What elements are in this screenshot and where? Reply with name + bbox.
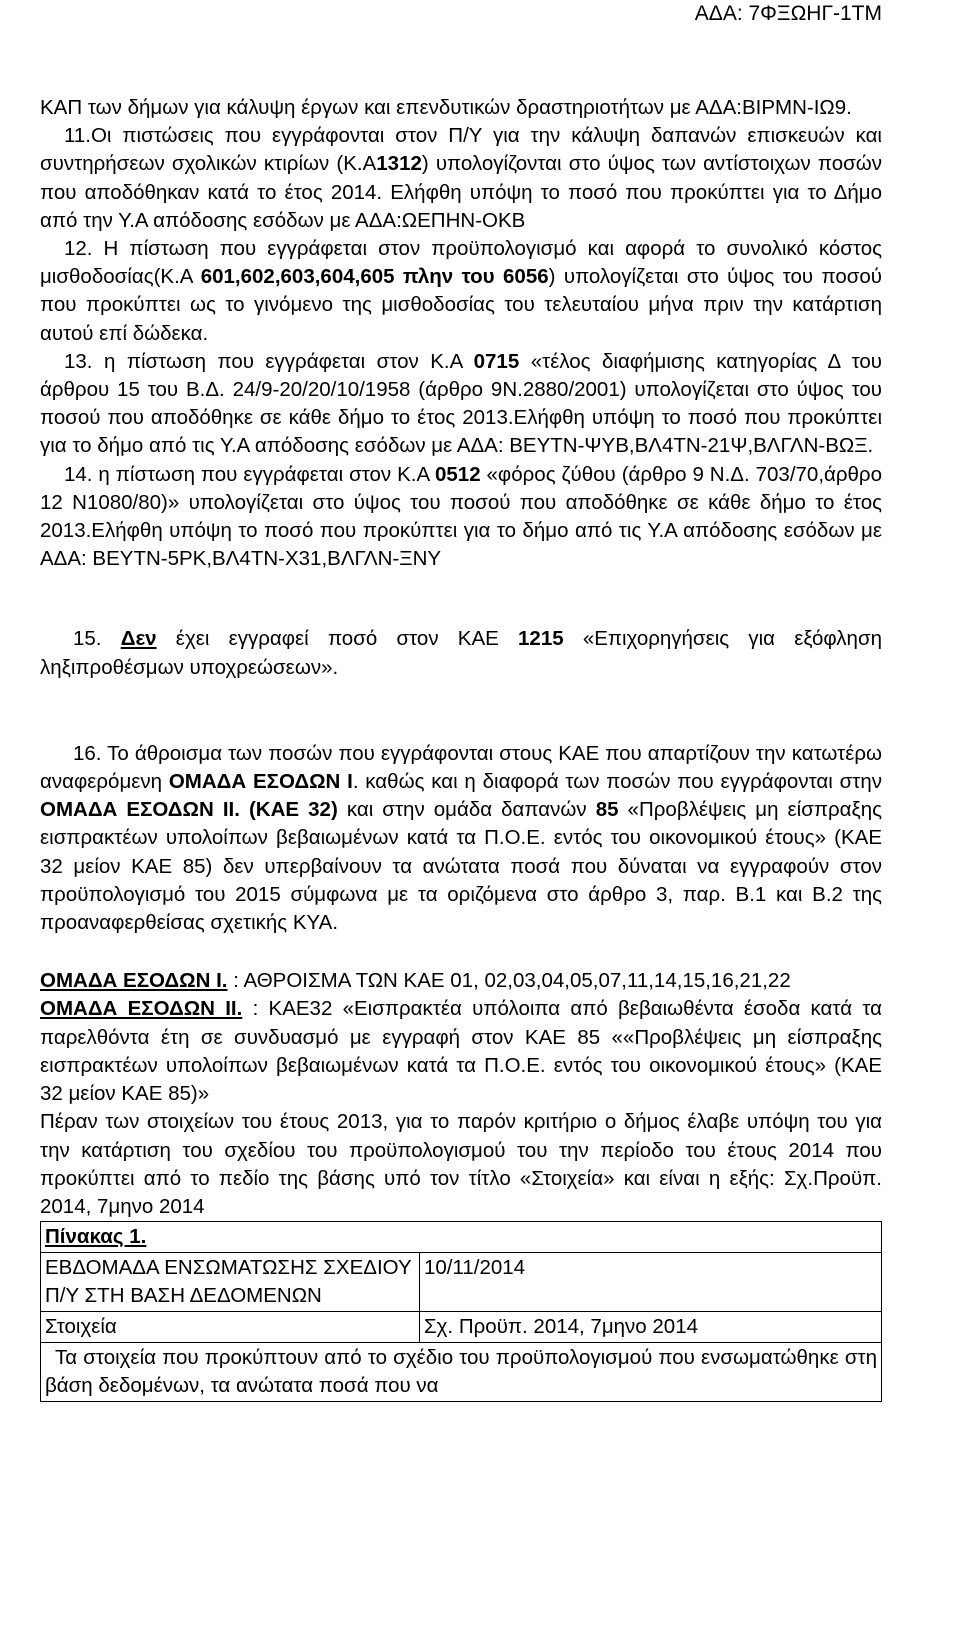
- p15-number: 15.: [73, 627, 121, 651]
- p14-text-c: «φόρος ζύθου (άρθρο 9 Ν.Δ. 703/70,άρθρο 12 Ν1080/80)» υπολογίζεται στο ύψος του ποσού που αποδόθηκε σε κάθε δήμο το έτος 2013.Ελήφθη υπόψη το ποσό που προκύπτει για το δήμο από τις Υ.Α απόδοσης εσόδων με ΑΔΑ: ΒΕΥΤΝ-5ΡΚ,ΒΛ4ΤΝ-Χ31,ΒΛΓΛΝ-ΞΝΥ: [40, 462, 882, 571]
- document-body: [40, 94, 882, 1402]
- p14-code: 0512: [434, 462, 481, 486]
- table-cell-note: Τα στοιχεία που προκύπτουν από το σχέδιο του προϋπολογισμού που ενσωματώθηκε στη βάση δεδομένων, τα ανώτατα ποσά που να: [41, 1343, 882, 1402]
- p14-text-a: 14. η πίστωση που εγγράφεται στον Κ.Α: [64, 462, 435, 486]
- p11-code: 1312: [376, 152, 422, 176]
- table-row: [41, 1253, 882, 1312]
- paragraph-16: [40, 740, 882, 937]
- paragraph-kap: ΚΑΠ των δήμων για κάλυψη έργων και επενδυτικών δραστηριοτήτων με ΑΔΑ:ΒΙΡΜΝ-ΙΩ9.: [40, 96, 852, 119]
- p16-text-c: . καθώς και η διαφορά των ποσών που εγγράφονται στην: [352, 770, 882, 794]
- p11-text-a: 11.Οι πιστώσεις που εγγράφονται στον Π/Υ για την κάλυψη δαπανών επισκευών και συντηρήσεων σχολικών κτιρίων (Κ.Α: [40, 124, 882, 176]
- p16-text-a: 16. Το άθροισμα των ποσών που εγγράφονται στους ΚΑΕ που απαρτίζουν την κατωτέρω αναφερόμενη: [40, 741, 882, 794]
- p12-text-c: ) υπολογίζεται στο ύψος του ποσού που προκύπτει ως το γινόμενο της μισθοδοσίας του τελευταίου μήνα πριν την κατάρτιση αυτού επί δώδεκα.: [40, 265, 882, 345]
- p15-text-e: «Επιχορηγήσεις για εξόφληση ληξιπροθέσμων υποχρεώσεων».: [40, 627, 883, 679]
- table-row: [41, 1312, 882, 1343]
- table-row: [41, 1343, 882, 1402]
- group-2-text: : ΚΑΕ32 «Εισπρακτέα υπόλοιπα από βεβαιωθέντα έσοδα κατά τα παρελθόντα έτη σε συνδυασμό με εγγραφή στον ΚΑΕ 85 ««Προβλέψεις μη είσπραξης εισπρακτέων υπολοίπων βεβαιωμένων κατά τα Π.Ο.Ε. εντός του οικονομικού έτους» (ΚΑΕ 32 μείον ΚΑΕ 85)»: [40, 997, 882, 1106]
- group-2-label: ΟΜΑΔΑ ΕΣΟΔΩΝ ΙΙ.: [40, 997, 243, 1021]
- p11-text-c: ) υπολογίζονται στο ύψος των αντίστοιχων ποσών που αποδόθηκαν κατά το έτος 2014. Ελήφθη υπόψη το ποσό που προκύπτει για το Δήμο από την Υ.Α απόδοσης εσόδων με ΑΔΑ:ΩΕΠΗΝ-ΟΚΒ: [40, 152, 882, 232]
- table-cell-data-label: Στοιχεία: [41, 1312, 420, 1343]
- p12-codes: 601,602,603,604,605 πλην του 6056: [200, 265, 549, 289]
- p13-text-a: 13. η πίστωση που εγγράφεται στον Κ.Α: [64, 349, 474, 373]
- table-1: [40, 1221, 882, 1402]
- p15-code: 1215: [518, 627, 564, 651]
- table-cell-data-value: Σχ. Προϋπ. 2014, 7μηνο 2014: [420, 1312, 882, 1343]
- ada-code: ΑΔΑ: 7ΦΞΩΗΓ-1ΤΜ: [694, 2, 882, 25]
- group-1-definition: [40, 967, 882, 995]
- table-cell-week-label: ΕΒΔΟΜΑΔΑ ΕΝΣΩΜΑΤΩΣΗΣ ΣΧΕΔΙΟΥ Π/Υ ΣΤΗ ΒΑΣΗ ΔΕΔΟΜΕΝΩΝ: [41, 1253, 420, 1312]
- p16-group-1: ΟΜΑΔΑ ΕΣΟΔΩΝ Ι: [168, 770, 353, 794]
- paragraph-15: [40, 625, 882, 681]
- table-title-row: [41, 1222, 882, 1253]
- p12-text-a: 12. Η πίστωση που εγγράφεται στον προϋπολογισμό και αφορά το συνολικό κόστος μισθοδοσίας(Κ.Α: [40, 237, 882, 289]
- p15-emphasis: Δεν: [120, 627, 157, 651]
- group-1-label: ΟΜΑΔΑ ΕΣΟΔΩΝ Ι.: [40, 969, 228, 993]
- p13-text-c: «τέλος διαφήμισης κατηγορίας Δ του άρθρου 15 του Β.Δ. 24/9-20/20/10/1958 (άρθρο 9Ν.2880/2001) υπολογίζεται στο ύψος του ποσού που αποδόθηκε σε κάθε δήμο το έτος 2013.Ελήφθη υπόψη το ποσό που προκύπτει για το δήμο από τις Υ.Α απόδοσης εσόδων με ΑΔΑ: ΒΕΥΤΝ-ΨΥΒ,ΒΛ4ΤΝ-21Ψ,ΒΛΓΛΝ-ΒΩΞ.: [40, 349, 882, 458]
- p15-text-c: έχει εγγραφεί ποσό στον ΚΑΕ: [156, 627, 519, 651]
- paragraph-12: [40, 235, 882, 348]
- p16-code: 85: [595, 798, 619, 822]
- table-cell-week-value: 10/11/2014: [420, 1253, 882, 1312]
- table-title: Πίνακας 1.: [41, 1222, 882, 1253]
- p16-text-e: και στην ομάδα δαπανών: [337, 798, 596, 822]
- p16-group-2: ΟΜΑΔΑ ΕΣΟΔΩΝ ΙΙ. (ΚΑΕ 32): [40, 798, 338, 822]
- group-2-definition: [40, 995, 882, 1108]
- group-1-text: : ΑΘΡΟΙΣΜΑ ΤΩΝ ΚΑΕ 01, 02,03,04,05,07,11,14,15,16,21,22: [227, 969, 791, 993]
- p13-code: 0715: [473, 349, 520, 373]
- paragraph-11: [40, 122, 882, 235]
- paragraph-13: [40, 348, 882, 461]
- p16-text-g: «Προβλέψεις μη είσπραξης εισπρακτέων υπολοίπων βεβαιωμένων κατά τα Π.Ο.Ε. εντός του οικονομικού έτους» (ΚΑΕ 32 μείον ΚΑΕ 85) δεν υπερβαίνουν τα ανώτατα ποσά που δύναται να εγγραφούν στον προϋπολογισμό του 2015 σύμφωνα με τα οριζόμενα στο άρθρο 3, παρ. Β.1 και Β.2 της προαναφερθείσας σχετικής ΚΥΑ.: [40, 798, 882, 935]
- paragraph-14: [40, 461, 882, 574]
- paragraph-beyond: Πέραν των στοιχείων του έτους 2013, για το παρόν κριτήριο ο δήμος έλαβε υπόψη του για την κατάρτιση του σχεδίου του προϋπολογισμού του την περίοδο του έτους 2014 που προκύπτει από το πεδίο της βάσης υπό τον τίτλο «Στοιχεία» και είναι η εξής: Σχ.Προϋπ. 2014, 7μηνο 2014: [40, 1110, 882, 1218]
